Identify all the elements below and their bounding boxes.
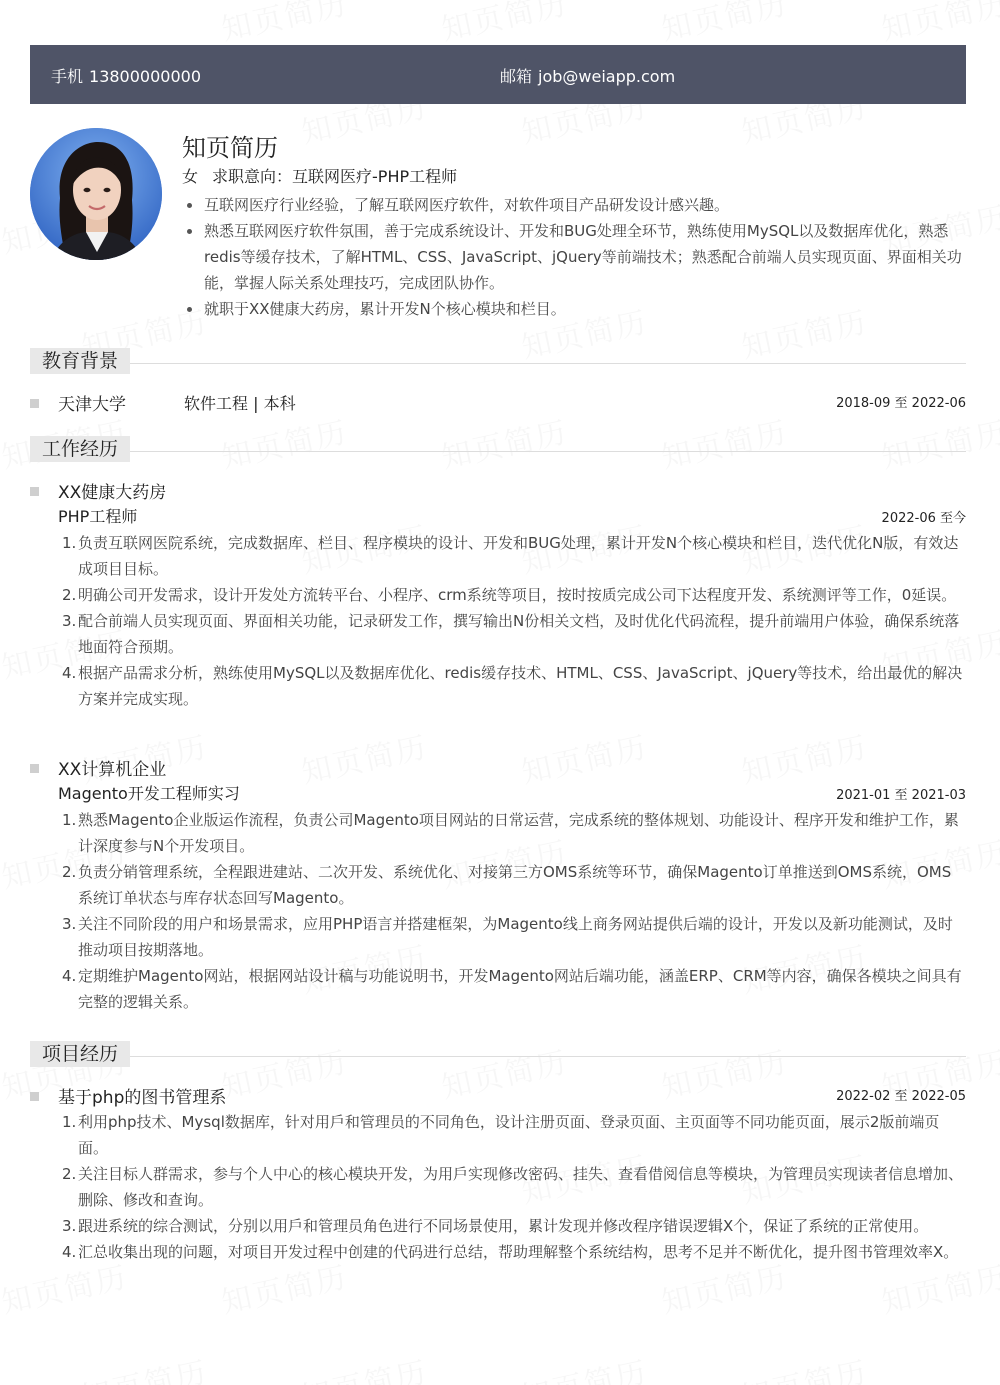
watermark-text [737, 1347, 871, 1385]
summary-item: 互联网医疗行业经验，了解互联网医疗软件，对软件项目产品研发设计感兴趣。 [182, 192, 966, 218]
watermark-text [657, 0, 791, 49]
job-duty-text: 定期维护Magento网站，根据网站设计稿与功能说明书，开发Magento网站后端功能，涵盖ERP、CRM等内容，确保各模块之间具有完整的逻辑关系。 [78, 967, 962, 1011]
project-detail-item: 1. 利用php技术、Mysql数据库，针对用戶和管理员的不同角色，设计注册页面、登录页面、主页面等不同功能页面，展示2版前端页面。 [62, 1113, 940, 1157]
square-bullet-icon [30, 399, 39, 408]
project-detail-text: 汇总收集出现的问题，对项目开发过程中创建的代码进行总结，帮助理解整个系统结构，思考不足并不断优化，提升图书管理效率X。 [78, 1243, 959, 1261]
job-date: 2022-06 至今 [881, 511, 966, 526]
watermark-text [297, 1347, 431, 1385]
job-company: XX健康大药房 [58, 483, 167, 503]
projects-section-header [30, 1041, 966, 1067]
contact-email [500, 64, 675, 87]
job-duty-item: 1. 熟悉Magento企业版运作流程，负责公司Magento项目网站的日常运营，完成系统的整体规划、功能设计、程序开发和维护工作，累计深度参与N个开发项目。 [62, 811, 959, 855]
section-title-work: 工作经历 [30, 436, 130, 462]
job-intent: 求职意向：互联网医疗-PHP工程师 [212, 167, 458, 186]
job-duty-item: 2. 负责分销管理系统，全程跟进建站、二次开发、系统优化、对接第三方OMS系统等环节，确保Magento订单推送到OMS系统，OMS系统订单状态与库存状态回写Magento。 [62, 863, 952, 907]
job-duties-list [58, 530, 964, 712]
project-details-list [58, 1109, 964, 1265]
job-duty-item: 4. 定期维护Magento网站，根据网站设计稿与功能说明书，开发Magento网站后端功能，涵盖ERP、CRM等内容，确保各模块之间具有完整的逻辑关系。 [62, 967, 962, 1011]
work-section-header [30, 436, 966, 462]
watermark-text [517, 722, 651, 792]
section-divider [130, 451, 966, 452]
job-duty-text: 关注不同阶段的用户和场景需求，应用PHP语言并搭建框架，为Magento线上商务网站提供后端的设计，开发以及新功能测试，及时推动项目按期落地。 [78, 915, 953, 959]
education-section-header [30, 348, 966, 374]
phone-label: 手机 [51, 67, 84, 86]
job-duty-item: 2. 明确公司开发需求，设计开发处方流转平台、小程序、crm系统等项目，按时按质完成公司下达程度开发、系统测评等工作，0延误。 [62, 586, 957, 604]
summary-item: 熟悉互联网医疗软件氛围，善于完成系统设计、开发和BUG处理全环节，熟练使用MySQL以及数据库优化，熟悉redis等缓存技术，了解HTML、CSS、JavaScript、jQuery等前端技术；熟悉配合前端人员实现页面、界面相关功能，掌握人际关系处理技巧，完成团队协作。 [182, 218, 966, 296]
contact-bar [30, 45, 966, 104]
summary-item: 就职于XX健康大药房，累计开发N个核心模块和栏目。 [182, 296, 966, 322]
education-school-row [30, 390, 126, 415]
square-bullet-icon [30, 1092, 39, 1101]
school-name: 天津大学 [58, 395, 126, 415]
watermark-text [297, 722, 431, 792]
watermark-text [517, 1347, 651, 1385]
job-duty-text: 负责互联网医院系统，完成数据库、栏目、程序模块的设计、开发和BUG处理，累计开发N个核心模块和栏目，迭代优化N版，有效达成项目目标。 [78, 534, 959, 578]
project-name: 基于php的图书管理系 [58, 1088, 227, 1108]
job-duties-list [58, 807, 964, 1015]
project-date: 2022-02 至 2022-05 [836, 1089, 966, 1104]
job-role: PHP工程师 [58, 507, 138, 526]
job-intent-line [182, 164, 471, 187]
job-duty-text: 熟悉Magento企业版运作流程，负责公司Magento项目网站的日常运营，完成系统的整体规划、功能设计、程序开发和维护工作，累计深度参与N个开发项目。 [78, 811, 959, 855]
phone-number: 13800000000 [89, 67, 201, 86]
avatar-portrait-icon [30, 128, 162, 260]
project-detail-text: 利用php技术、Mysql数据库，针对用戶和管理员的不同角色，设计注册页面、登录页面、主页面等不同功能页面，展示2版前端页面。 [78, 1113, 940, 1157]
watermark-text [77, 1347, 211, 1385]
job-company: XX计算机企业 [58, 760, 167, 780]
summary-list [182, 192, 966, 322]
job-duty-text: 配合前端人员实现页面、界面相关功能，记录研发工作，撰写输出N份相关文档，及时优化代码流程，提升前端用户体验，确保系统落地面符合预期。 [78, 612, 960, 656]
education-date: 2018-09 至 2022-06 [836, 396, 966, 411]
job-duty-text: 根据产品需求分析，熟练使用MySQL以及数据库优化、redis缓存技术、HTML、CSS、JavaScript、jQuery等技术，给出最优的解决方案并完成实现。 [78, 664, 963, 708]
job-company-row [30, 755, 166, 780]
watermark-text [737, 722, 871, 792]
square-bullet-icon [30, 764, 39, 773]
job-date: 2021-01 至 2021-03 [836, 788, 966, 803]
candidate-name: 知页简历 [182, 134, 278, 162]
email-address: job@weiapp.com [538, 67, 676, 86]
project-detail-item: 4. 汇总收集出现的问题，对项目开发过程中创建的代码进行总结，帮助理解整个系统结构，思考不足并不断优化，提升图书管理效率X。 [62, 1243, 959, 1261]
project-detail-item: 2. 关注目标人群需求，参与个人中心的核心模块开发，为用戶实现修改密码、挂失、查看借阅信息等模块，为管理员实现读者信息增加、删除、修改和查询。 [62, 1165, 964, 1209]
contact-phone [51, 64, 201, 87]
job-duty-text: 负责分销管理系统，全程跟进建站、二次开发、系统优化、对接第三方OMS系统等环节，确保Magento订单推送到OMS系统，OMS系统订单状态与库存状态回写Magento。 [78, 863, 952, 907]
square-bullet-icon [30, 487, 39, 496]
avatar [30, 128, 162, 260]
job-duty-item: 3. 配合前端人员实现页面、界面相关功能，记录研发工作，撰写输出N份相关文档，及时优化代码流程，提升前端用户体验，确保系统落地面符合预期。 [62, 612, 960, 656]
project-detail-text: 关注目标人群需求，参与个人中心的核心模块开发，为用戶实现修改密码、挂失、查看借阅信息等模块，为管理员实现读者信息增加、删除、修改和查询。 [78, 1165, 964, 1209]
job-duty-item: 3. 关注不同阶段的用户和场景需求，应用PHP语言并搭建框架，为Magento线上商务网站提供后端的设计，开发以及新功能测试，及时推动项目按期落地。 [62, 915, 953, 959]
section-title-projects: 项目经历 [30, 1041, 130, 1067]
job-duty-text: 明确公司开发需求，设计开发处方流转平台、小程序、crm系统等项目，按时按质完成公司下达程度开发、系统测评等工作，0延误。 [78, 586, 957, 604]
job-duty-item: 4. 根据产品需求分析，熟练使用MySQL以及数据库优化、redis缓存技术、HTML、CSS、JavaScript、jQuery等技术，给出最优的解决方案并完成实现。 [62, 664, 963, 708]
job-company-row [30, 478, 166, 503]
section-title-education: 教育背景 [30, 348, 130, 374]
watermark-text [217, 0, 351, 49]
project-name-row [30, 1083, 226, 1108]
project-detail-text: 跟进系统的综合测试，分别以用戶和管理员角色进行不同场景使用，累计发现并修改程序错误逻辑X个，保证了系统的正常使用。 [78, 1217, 929, 1235]
watermark-text [437, 0, 571, 49]
gender: 女 [182, 167, 199, 186]
watermark-text [877, 0, 1000, 49]
job-role: Magento开发工程师实习 [58, 784, 240, 803]
section-divider [130, 1056, 966, 1057]
section-divider [130, 363, 966, 364]
email-label: 邮箱 [500, 67, 533, 86]
job-duty-item: 1. 负责互联网医院系统，完成数据库、栏目、程序模块的设计、开发和BUG处理，累计开发N个核心模块和栏目，迭代优化N版，有效达成项目目标。 [62, 534, 959, 578]
project-detail-item: 3. 跟进系统的综合测试，分别以用戶和管理员角色进行不同场景使用，累计发现并修改程序错误逻辑X个，保证了系统的正常使用。 [62, 1217, 929, 1235]
education-major: 软件工程 | 本科 [184, 394, 296, 413]
